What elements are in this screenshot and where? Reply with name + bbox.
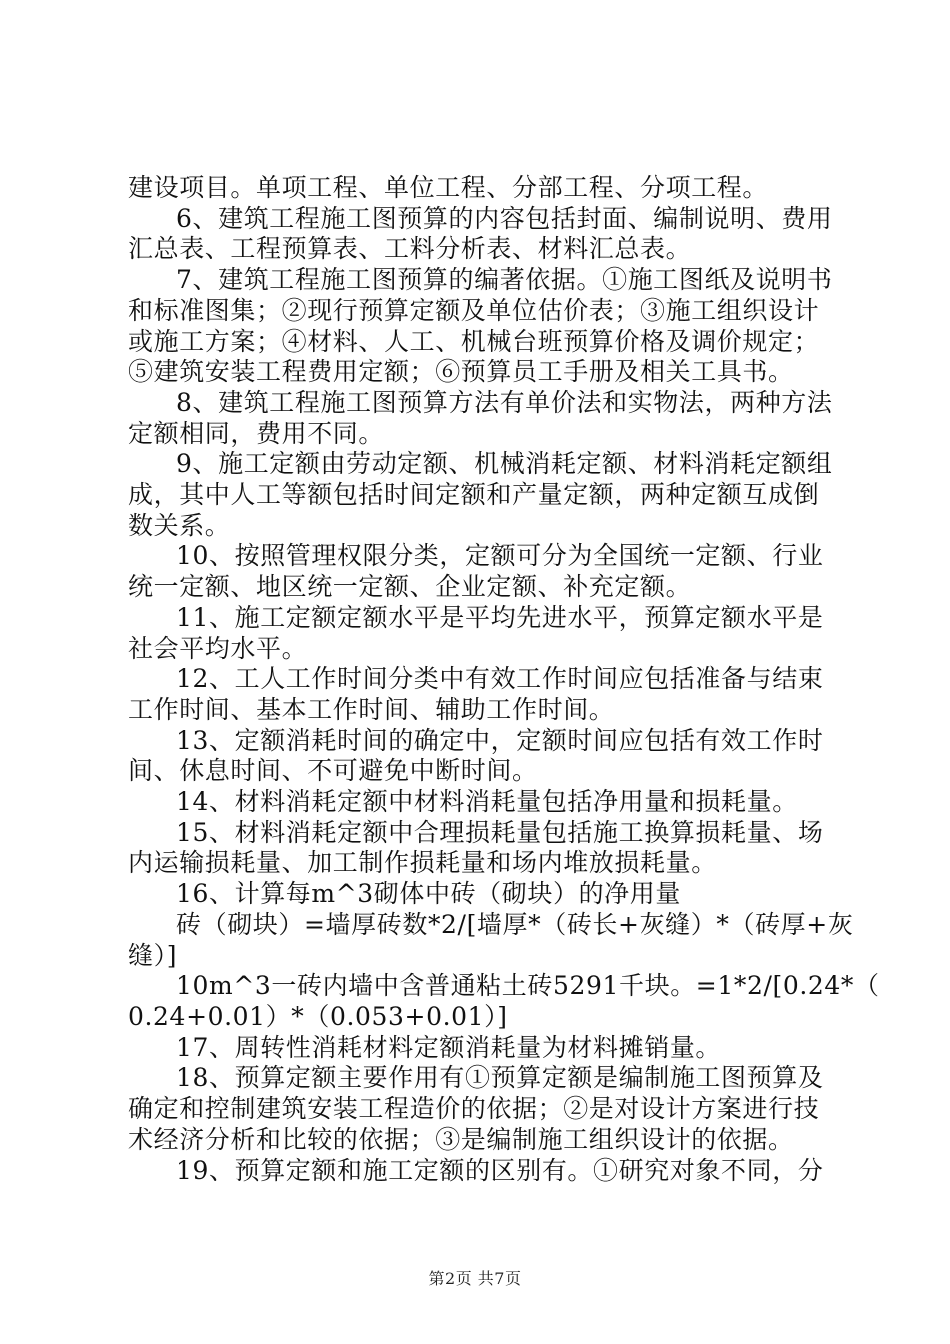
page-footer: 第2页 共7页 — [428, 1269, 522, 1288]
text-line: 9、施工定额由劳动定额、机械消耗定额、材料消耗定额组 — [176, 449, 833, 479]
text-line: 或施工方案；④材料、人工、机械台班预算价格及调价规定； — [128, 326, 820, 356]
text-line: 7、建筑工程施工图预算的编著依据。①施工图纸及说明书 — [176, 265, 833, 295]
text-line: 汇总表、工程预算表、工料分析表、材料汇总表。 — [128, 234, 692, 264]
text-line: 建设项目。单项工程、单位工程、分部工程、分项工程。 — [128, 173, 769, 202]
text-line: 内运输损耗量、加工制作损耗量和场内堆放损耗量。 — [128, 848, 717, 878]
text-line: 6、建筑工程施工图预算的内容包括封面、编制说明、费用 — [176, 203, 833, 233]
text-line: 11、施工定额定额水平是平均先进水平，预算定额水平是 — [176, 602, 824, 632]
text-line: 18、预算定额主要作用有①预算定额是编制施工图预算及 — [176, 1063, 824, 1093]
text-line: 10m^3一砖内墙中含普通粘土砖5291千块。=1*2/[0.24*（ — [176, 971, 880, 1001]
text-line: 定额相同，费用不同。 — [128, 418, 385, 448]
text-line: 0.24+0.01）*（0.053+0.01）] — [128, 1001, 508, 1031]
text-line: 19、预算定额和施工定额的区别有。①研究对象不同，分 — [176, 1155, 824, 1185]
text-line: 间、休息时间、不可避免中断时间。 — [128, 756, 538, 786]
text-line: 17、周转性消耗材料定额消耗量为材料摊销量。 — [176, 1032, 722, 1062]
text-line: 数关系。 — [128, 510, 231, 540]
document-body — [128, 173, 880, 1186]
text-line: 砖（砌块）=墙厚砖数*2/[墙厚*（砖长+灰缝）*（砖厚+灰 — [176, 909, 854, 939]
text-line: 和标准图集；②现行预算定额及单位估价表；③施工组织设计 — [128, 295, 820, 325]
text-line: 术经济分析和比较的依据；③是编制施工组织设计的依据。 — [128, 1124, 794, 1154]
text-line: 10、按照管理权限分类，定额可分为全国统一定额、行业 — [176, 541, 824, 571]
text-line: 13、定额消耗时间的确定中，定额时间应包括有效工作时 — [176, 725, 824, 755]
text-line: 16、计算每m^3砌体中砖（砌块）的净用量 — [176, 879, 681, 909]
text-line: 确定和控制建筑安装工程造价的依据；②是对设计方案进行技 — [128, 1094, 820, 1124]
text-line: 统一定额、地区统一定额、企业定额、补充定额。 — [128, 572, 692, 602]
text-line: 工作时间、基本工作时间、辅助工作时间。 — [128, 694, 615, 724]
text-line: 8、建筑工程施工图预算方法有单价法和实物法，两种方法 — [176, 387, 833, 417]
text-line: 成，其中人工等额包括时间定额和产量定额，两种定额互成倒 — [128, 480, 820, 510]
text-line: 15、材料消耗定额中合理损耗量包括施工换算损耗量、场 — [176, 817, 824, 847]
text-line: 缝）] — [128, 940, 178, 970]
text-line: 社会平均水平。 — [128, 633, 308, 663]
text-line: 14、材料消耗定额中材料消耗量包括净用量和损耗量。 — [176, 787, 798, 817]
text-line: ⑤建筑安装工程费用定额；⑥预算员工手册及相关工具书。 — [128, 357, 794, 387]
text-line: 12、工人工作时间分类中有效工作时间应包括准备与结束 — [176, 664, 824, 694]
